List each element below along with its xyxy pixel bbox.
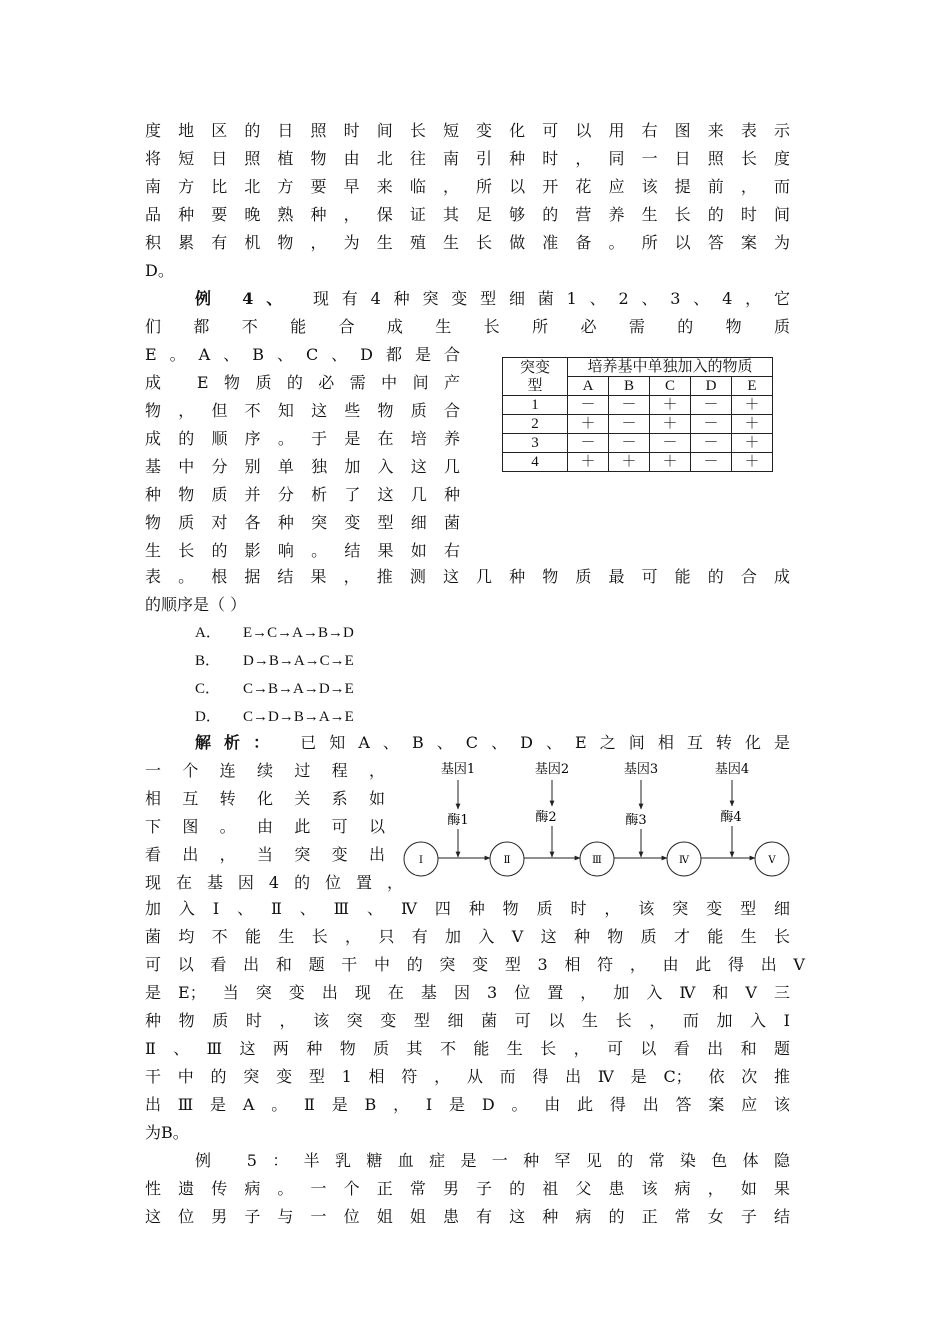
table-cell: ＋	[732, 434, 773, 453]
text-line: 菌均不能生长，只有加入Ⅴ这种物质才能生长	[145, 927, 790, 946]
node-label: Ⅲ	[592, 855, 602, 866]
text-line: 基中分别单独加入这几	[145, 457, 460, 476]
text-line: 性遗传病。一个正常男子的祖父患该病，如果	[145, 1179, 790, 1198]
text-line: 度地区的日照时间长短变化可以用右图来表示	[145, 121, 790, 140]
text-line: 南方比北方要早来临，所以开花应该提前，而	[145, 177, 790, 196]
table-header-row	[503, 358, 773, 377]
node-label: Ⅱ	[503, 855, 511, 866]
table-cell: －	[691, 415, 732, 434]
table-cell: ＋	[650, 396, 691, 415]
example-4-label: 例 4、	[195, 289, 296, 308]
text-line: 将短日照植物由北往南引种时，同一日照长度	[145, 149, 790, 168]
table-cell: －	[609, 415, 650, 434]
analysis-heading-line	[195, 729, 790, 757]
text-line: 物质对各种突变型细菌	[145, 513, 460, 532]
table-cell: ＋	[732, 415, 773, 434]
enzyme-label: 酶2	[535, 810, 557, 825]
table-row	[503, 453, 773, 472]
table-cell: －	[691, 396, 732, 415]
option-text: C→B→A→D→E	[243, 681, 354, 697]
option-a	[195, 619, 354, 647]
table-cell: ＋	[609, 453, 650, 472]
gene-label: 基因3	[623, 762, 659, 777]
row-label: 3	[503, 434, 568, 453]
text-line: 的顺序是（ ）	[145, 595, 247, 614]
text-line: 可以看出和题干中的突变型3相符，由此得出Ⅴ	[145, 955, 805, 974]
text-line: Ⅱ、Ⅲ这两种物质其不能生长，可以看出和题	[145, 1039, 790, 1058]
node-label: Ⅴ	[768, 855, 776, 866]
table-cell: －	[609, 434, 650, 453]
column-header: A	[568, 377, 609, 396]
table-cell: ＋	[568, 415, 609, 434]
text-line: 生长的影响。结果如右	[145, 541, 460, 560]
table-cell: ＋	[732, 396, 773, 415]
text-line: 这位男子与一位姐姐患有这种病的正常女子结	[145, 1207, 790, 1226]
text-fragment: 现有4种突变型细菌1、2、3、4，它	[312, 289, 790, 308]
text-line: 物，但不知这些物质合	[145, 401, 460, 420]
text-line: 下图。由此可以	[145, 817, 385, 836]
text-line: 表。根据结果，推测这几种物质最可能的合成	[145, 567, 790, 586]
option-b	[195, 647, 354, 675]
text-line: 们都不能合成生长所必需的物质	[145, 317, 790, 336]
node-label: Ⅰ	[419, 855, 423, 866]
text-line: 品种要晚熟种，保证其足够的营养生长的时间	[145, 205, 790, 224]
text-line: D。	[145, 261, 174, 280]
row-label: 1	[503, 396, 568, 415]
text-line: 种物质并分析了这几种	[145, 485, 460, 504]
text-line: E。A、B、C、D都是合	[145, 345, 460, 364]
table-cell: －	[650, 434, 691, 453]
table-cell: －	[568, 434, 609, 453]
row-label: 2	[503, 415, 568, 434]
option-label: D．	[195, 709, 221, 725]
text-line: 积累有机物，为生殖生长做准备。所以答案为	[145, 233, 790, 252]
table-cell: －	[691, 453, 732, 472]
column-header: C	[650, 377, 691, 396]
table-cell: ＋	[650, 415, 691, 434]
gene-label: 基因4	[714, 762, 750, 777]
table-cell: ＋	[732, 453, 773, 472]
pathway-diagram	[400, 756, 800, 886]
corner-line: 突变	[519, 359, 550, 376]
column-header: B	[609, 377, 650, 396]
option-text: C→D→B→A→E	[243, 709, 354, 725]
table-cell: －	[568, 396, 609, 415]
table-cell: ＋	[650, 453, 691, 472]
table-row	[503, 396, 773, 415]
text-line: 干中的突变型1相符，从而得出Ⅳ是C；依次推	[145, 1067, 790, 1086]
analysis-label: 解析：	[195, 733, 283, 752]
text-line: 成的顺序。于是在培养	[145, 429, 460, 448]
text-line: 出Ⅲ是A。Ⅱ是B，Ⅰ是D。由此得出答案应该	[145, 1095, 790, 1114]
table-cell: －	[609, 396, 650, 415]
corner-line: 型	[527, 377, 543, 394]
table-span-header: 培养基中单独加入的物质	[568, 358, 773, 377]
text-line: 是E；当突变出现在基因3位置，加入Ⅳ和Ⅴ三	[145, 983, 790, 1002]
results-table	[502, 357, 773, 472]
table-row	[503, 434, 773, 453]
option-label: A．	[195, 625, 221, 641]
gene-label: 基因1	[440, 762, 476, 777]
option-label: C．	[195, 681, 221, 697]
option-c	[195, 675, 354, 703]
column-header: D	[691, 377, 732, 396]
row-label: 4	[503, 453, 568, 472]
text-line: 现在基因4的位置，	[145, 873, 403, 892]
text-line: 成 E物质的必需中间产	[145, 373, 460, 392]
column-header: E	[732, 377, 773, 396]
text-line: 看出，当突变出	[145, 845, 385, 864]
option-label: B．	[195, 653, 221, 669]
enzyme-label: 酶3	[625, 813, 647, 828]
text-line: 相互转化关系如	[145, 789, 385, 808]
table-corner-header	[503, 358, 568, 396]
text-line: 为B。	[145, 1123, 189, 1142]
table-cell: －	[691, 434, 732, 453]
text-line: 加入Ⅰ、Ⅱ、Ⅲ、Ⅳ四种物质时，该突变型细	[145, 899, 790, 918]
table-cell: ＋	[568, 453, 609, 472]
text-line: 一个连续过程，	[145, 761, 385, 780]
text-fragment: 已知A、B、C、D、E之间相互转化是	[300, 733, 790, 752]
table-row	[503, 415, 773, 434]
node-label: Ⅳ	[679, 855, 689, 866]
gene-label: 基因2	[534, 762, 570, 777]
option-d	[195, 703, 354, 731]
example-4-heading-line	[195, 285, 790, 313]
text-line: 例 5：半乳糖血症是一种罕见的常染色体隐	[195, 1151, 790, 1170]
option-text: D→B→A→C→E	[243, 653, 354, 669]
option-text: E→C→A→B→D	[243, 625, 354, 641]
enzyme-label: 酶4	[720, 810, 742, 825]
enzyme-label: 酶1	[447, 813, 469, 828]
text-line: 种物质时，该突变型细菌可以生长，而加入Ⅰ	[145, 1011, 790, 1030]
